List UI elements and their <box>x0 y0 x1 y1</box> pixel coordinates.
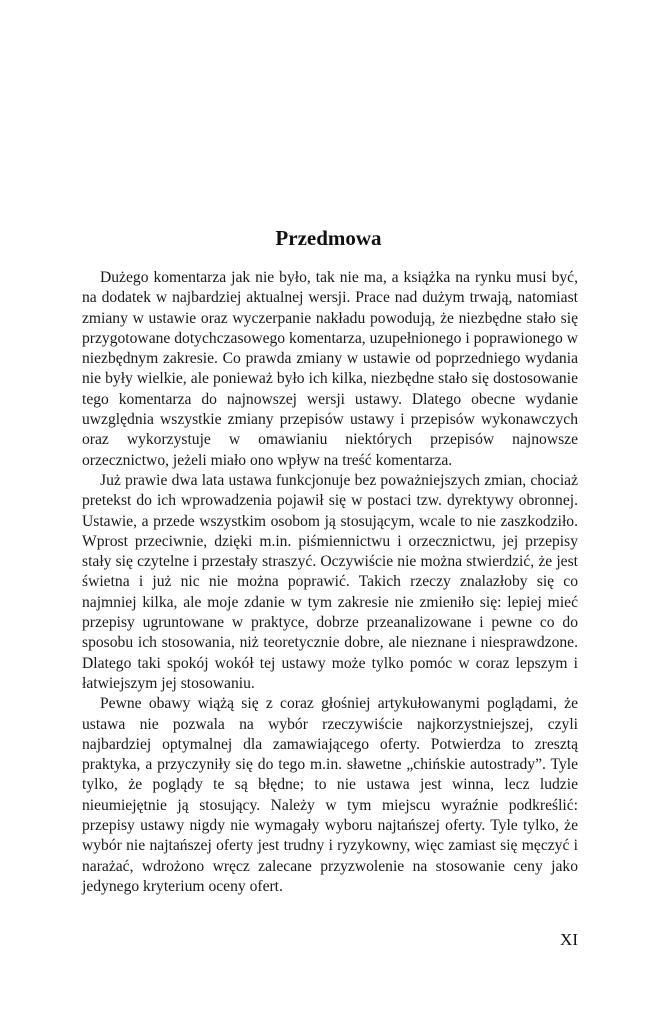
page-title: Przedmowa <box>275 226 382 250</box>
paragraph: Dużego komentarza jak nie było, tak nie ma, a książka na rynku musi być, na dodatek w najbardziej aktualnej wersji. Prace nad dużym trwają, natomiast zmiany w ustawie oraz wyczerpanie nakładu powodują, że niezbędne stało się przygotowane dotychczasowego komentarza, uzupełnionego i poprawionego w niezbędnym zakresie. Co prawda zmiany w ustawie od poprzedniego wydania nie były wielkie, ale ponieważ było ich kilka, niezbędne stało się dostosowanie tego komentarza do najnowszej wersji ustawy. Dlatego obecne wydanie uwzględnia wszystkie zmiany przepisów ustawy i przepisów wykonawczych oraz wykorzystuje w omawianiu niektórych przepisów najnowsze orzecznictwo, jeżeli miało ono wpływ na treść komentarza. <box>82 269 578 469</box>
page-number: XI <box>560 930 578 949</box>
paragraph: Pewne obawy wiążą się z coraz głośniej artykułowanymi poglądami, że ustawa nie pozwala na wybór rzeczywiście najkorzystniejszej, czyli najbardziej optymalnej dla zamawiającego oferty. Potwierdza to zresztą praktyka, a przyczyniły się do tego m.in. sławetne „chińskie autostrady”. Tyle tylko, że poglądy te są błędne; to nie ustawa jest winna, lecz ludzie nieumiejętnie ją stosujący. Należy w tym miejscu wyraźnie podkreślić: przepisy ustawy nigdy nie wymagały wyboru najtańszej oferty. Tyle tylko, że wybór nie najtańszej oferty jest trudny i ryzykowny, więc zamiast się męczyć i narażać, wdrożono wręcz zalecane przyzwolenie na stosowanie ceny jako jedynego kryterium oceny ofert. <box>82 695 578 895</box>
paragraph: Już prawie dwa lata ustawa funkcjonuje bez poważniejszych zmian, chociaż pretekst do ich wprowadzenia pojawił się w postaci tzw. dyrektywy obronnej. Ustawie, a przede wszystkim osobom ją stosującym, wcale to nie zaszkodziło. Wprost przeciwnie, dzięki m.in. piśmiennictwu i orzecznictwu, jej przepisy stały się czytelne i przestały straszyć. Oczywiście nie można stwierdzić, że jest świetna i już nic nie można poprawić. Takich rzeczy znalazłoby się co najmniej kilka, ale moje zdanie w tym zakresie nie zmieniło się: lepiej mieć przepisy ugruntowane w praktyce, dobrze przeanalizowane i pewne co do sposobu ich stosowania, niż teoretycznie dobre, ale nieznane i niesprawdzone. Dlatego taki spokój wokół tej ustawy może tylko pomóc w coraz lepszym i łatwiejszym jej stosowaniu. <box>82 471 578 692</box>
body-text <box>82 268 578 897</box>
